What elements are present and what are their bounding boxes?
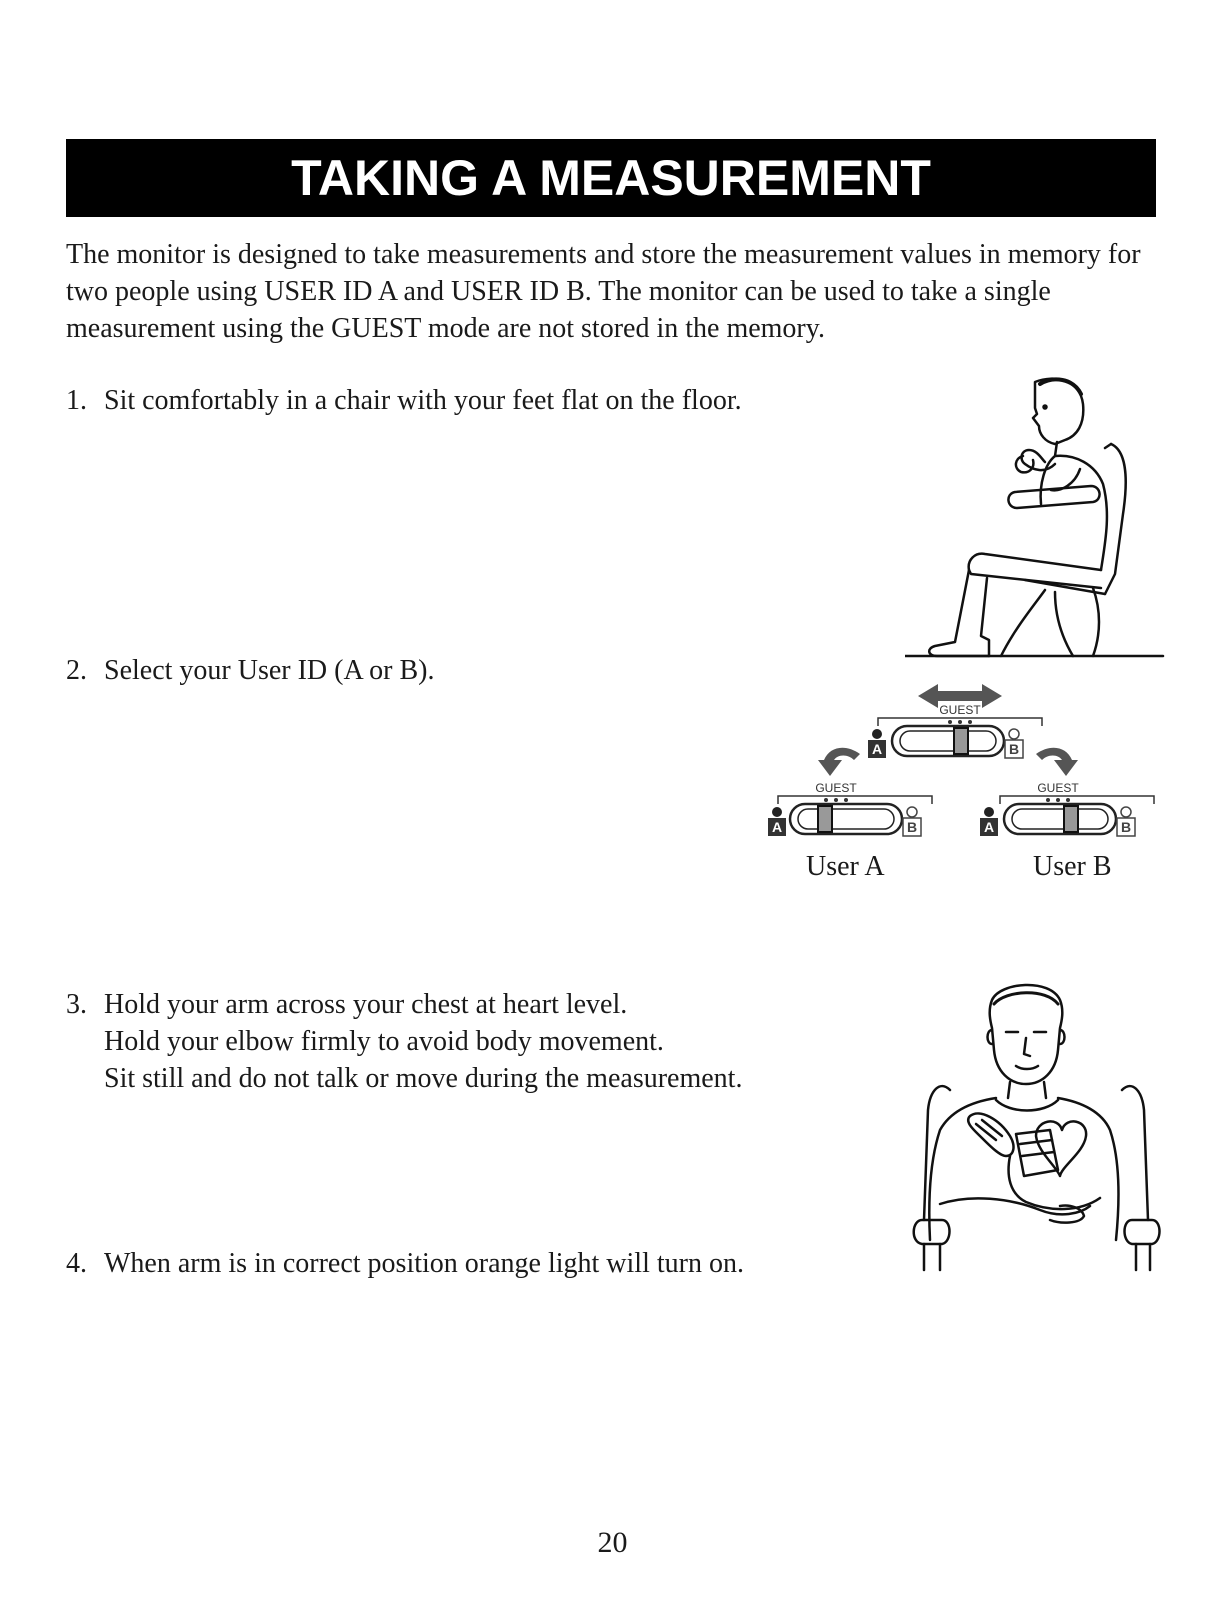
user-b-icon bbox=[903, 807, 921, 836]
svg-text:GUEST: GUEST bbox=[815, 781, 857, 795]
step-number: 1. bbox=[66, 385, 87, 416]
step-text: Sit comfortably in a chair with your feet flat on the floor. bbox=[104, 385, 742, 416]
guest-label: GUEST bbox=[939, 703, 981, 717]
step-text: Hold your elbow firmly to avoid body movement. bbox=[104, 1026, 664, 1057]
step-number: 4. bbox=[66, 1248, 87, 1279]
user-a-icon: A bbox=[771, 819, 783, 835]
step-4 bbox=[66, 1245, 744, 1282]
step-number: 2. bbox=[66, 655, 87, 686]
switch-slider bbox=[1064, 806, 1078, 832]
title-bar bbox=[66, 139, 1156, 217]
step-number: 3. bbox=[66, 989, 87, 1020]
page-number: 20 bbox=[597, 1526, 628, 1559]
curved-arrow-right-icon bbox=[1036, 748, 1078, 776]
switch-user-a bbox=[778, 781, 932, 804]
step-text: Sit still and do not talk or move during the measurement. bbox=[104, 1063, 743, 1094]
intro-paragraph: The monitor is designed to take measurements and store the measurement values in memory for two people using USER ID A and USER ID B. The monitor can be used to take a single measurement using the GUEST mode are not stored in the memory. bbox=[66, 239, 1141, 344]
svg-text:B: B bbox=[906, 819, 918, 835]
step-1 bbox=[66, 382, 742, 419]
user-b-icon bbox=[1117, 807, 1135, 836]
svg-text:A: A bbox=[983, 819, 995, 835]
step-3 bbox=[66, 986, 742, 1097]
page-title: TAKING A MEASUREMENT bbox=[291, 150, 931, 206]
user-a-caption: User A bbox=[806, 851, 885, 882]
user-a-icon bbox=[868, 729, 886, 758]
svg-text:B: B bbox=[1120, 819, 1132, 835]
switch-slider bbox=[818, 806, 832, 832]
arm-across-chest-illustration bbox=[910, 980, 1166, 1280]
svg-text:A: A bbox=[871, 741, 883, 757]
step-text: When arm is in correct position orange light will turn on. bbox=[104, 1248, 744, 1279]
user-a-icon bbox=[980, 807, 998, 836]
curved-arrow-left-icon bbox=[818, 748, 860, 776]
step-2 bbox=[66, 652, 434, 689]
guest-label: GUEST bbox=[1037, 781, 1079, 795]
step-text: Select your User ID (A or B). bbox=[104, 655, 435, 686]
seated-person-illustration bbox=[905, 374, 1165, 660]
user-b-icon bbox=[1005, 729, 1023, 758]
svg-text:B: B bbox=[1008, 741, 1020, 757]
user-id-switch-diagram bbox=[768, 684, 1170, 854]
step-text: Hold your arm across your chest at heart level. bbox=[104, 989, 628, 1020]
user-b-caption: User B bbox=[1033, 851, 1112, 882]
